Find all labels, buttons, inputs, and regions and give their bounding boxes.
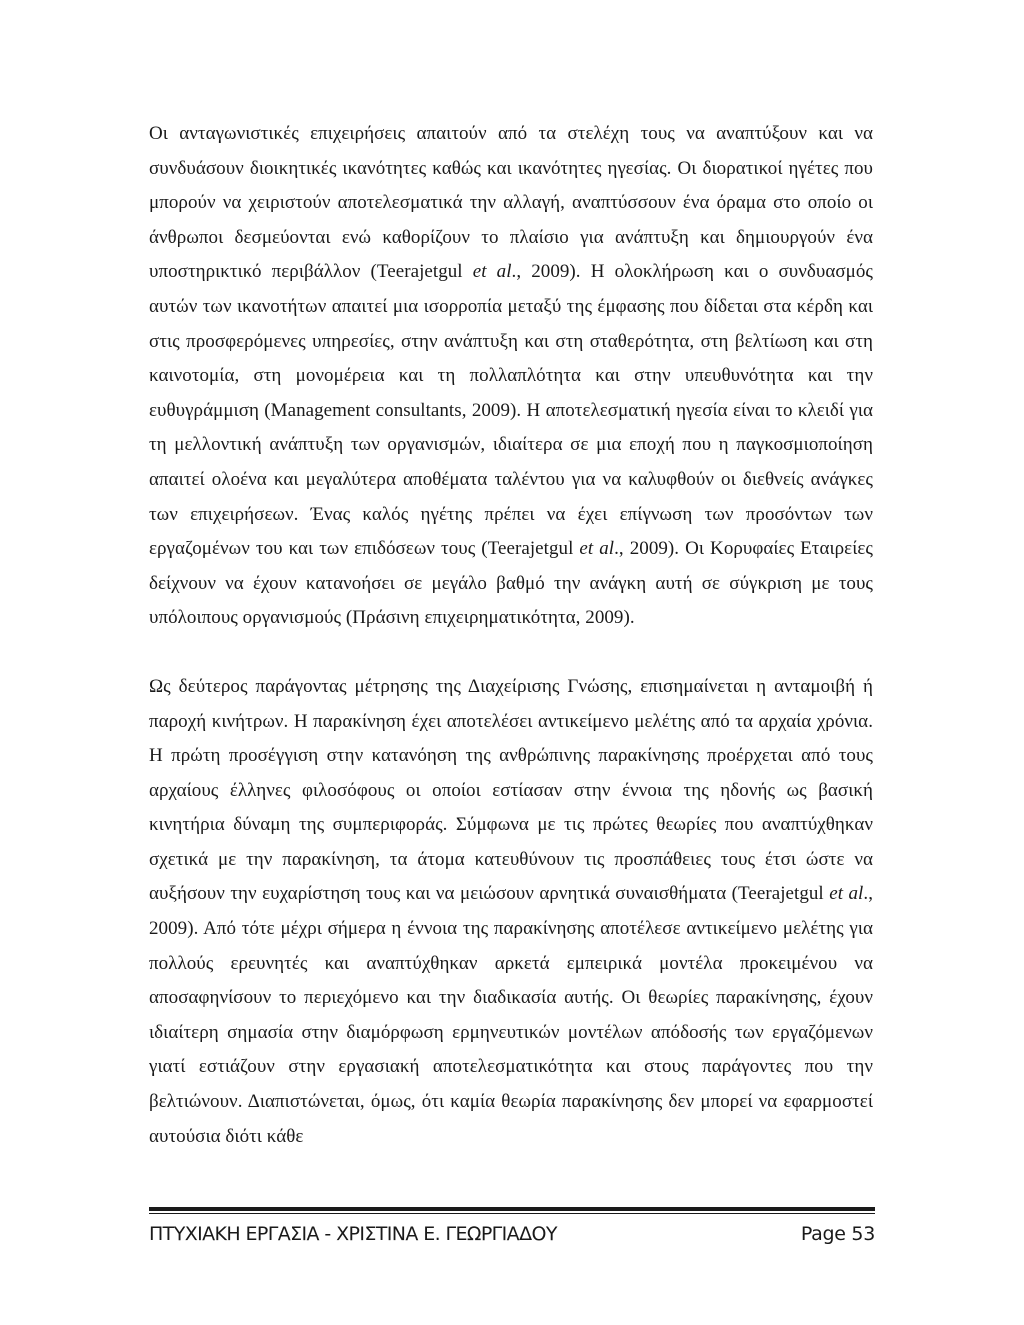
text-run: ., 2009). Οι Κορυφαίες Εταιρείες δείχνουν να έχουν κατανοήσει σε μεγάλο βαθμό την ανάγκη αυτή σε σύγκριση με τους υπόλοιπους οργανισμούς (Πράσινη επιχειρηματικότητα, 2009). (149, 538, 873, 629)
text-run: ., 2009). Από τότε μέχρι σήμερα η έννοια της παρακίνησης αποτέλεσε αντικείμενο μελέτης για πολλούς ερευνητές και αναπτύχθηκαν αρκετά εμπειρικά μοντέλα προκειμένου να αποσαφηνίσουν το περιεχόμενο και την διαδικασία αυτής. Οι θεωρίες παρακίνησης, έχουν ιδιαίτερη σημασία στην διαμόρφωση ερμηνευτικών μοντέλων απόδοσής των εργαζόμενων γιατί εστιάζουν στην εργασιακή αποτελεσματικότητα και στους παράγοντες που την βελτιώνουν. Διαπιστώνεται, όμως, ότι καμία θεωρία παρακίνησης δεν μπορεί να εφαρμοστεί αυτούσια διότι κάθε (149, 883, 873, 1147)
footer-rule-thin (149, 1213, 875, 1214)
body-text (149, 117, 873, 1154)
footer-title: ΠΤΥΧΙΑΚΗ ΕΡΓΑΣΙΑ - ΧΡΙΣΤΙΝΑ Ε. ΓΕΩΡΓΙΑΔΟΥ (149, 1223, 557, 1245)
text-run: ., 2009). Η ολοκλήρωση και ο συνδυασμός αυτών των ικανοτήτων απαιτεί μια ισορροπία μεταξύ της έμφασης που δίδεται στα κέρδη και στις προσφερόμενες υπηρεσίες, στην ανάπτυξη και στη σταθερότητα, στη βελτίωση και στη καινοτομία, στη μονομέρεια και τη πολλαπλότητα και στην υπευθυνότητα και την ευθυγράμμιση (Management consultants, 2009). Η αποτελεσματική ηγεσία είναι το κλειδί για τη μελλοντική ανάπτυξη των οργανισμών, ιδιαίτερα σε μια εποχή που η παγκοσμιοποίηση απαιτεί ολοένα και μεγαλύτερα αποθέματα ταλέντου για να καλυφθούν οι διεθνείς ανάγκες των επιχειρήσεων. Ένας καλός ηγέτης πρέπει να έχει επίγνωση των προσόντων των εργαζομένων του και των επιδόσεων τους (Teerajetgul (149, 261, 873, 560)
italic-run: et al (829, 883, 864, 905)
text-run: Οι ανταγωνιστικές επιχειρήσεις απαιτούν από τα στελέχη τους να αναπτύξουν και να συνδυάσουν διοικητικές ικανότητες καθώς και ικανότητες ηγεσίας. Οι διορατικοί ηγέτες που μπορούν να χειριστούν αποτελεσματικά την αλλαγή, αναπτύσσουν ένα όραμα στο οποίο οι άνθρωποι δεσμεύονται ενώ καθορίζουν το πλαίσιο για ανάπτυξη και δημιουργούν ένα υποστηρικτικό περιβάλλον (Teerajetgul (149, 123, 873, 283)
text-run: Ως δεύτερος παράγοντας μέτρησης της Διαχείρισης Γνώσης, επισημαίνεται η ανταμοιβή ή παροχή κινήτρων. Η παρακίνηση έχει αποτελέσει αντικείμενο μελέτης από τα αρχαία χρόνια. Η πρώτη προσέγγιση στην κατανόηση της ανθρώπινης παρακίνησης προέρχεται από τους αρχαίους έλληνες φιλοσόφους οι οποίοι εστίασαν στην έννοια της ηδονής ως βασική κινητήρια δύναμη της συμπεριφοράς. Σύμφωνα με τις πρώτες θεωρίες που αναπτύχθηκαν σχετικά με την παρακίνηση, τα άτομα κατευθύνουν τις προσπάθειες τους έτσι ώστε να αυξήσουν την ευχαρίστηση τους και να μειώσουν αρνητικά συναισθήματα (Teerajetgul (149, 675, 873, 905)
italic-run: et al (472, 261, 512, 283)
footer-rule (149, 1207, 875, 1211)
page-footer (149, 1219, 875, 1249)
italic-run: et al (579, 538, 615, 560)
paragraph-leadership (149, 117, 873, 636)
page-number: Page 53 (800, 1223, 875, 1245)
paragraph-motivation (149, 670, 873, 1154)
